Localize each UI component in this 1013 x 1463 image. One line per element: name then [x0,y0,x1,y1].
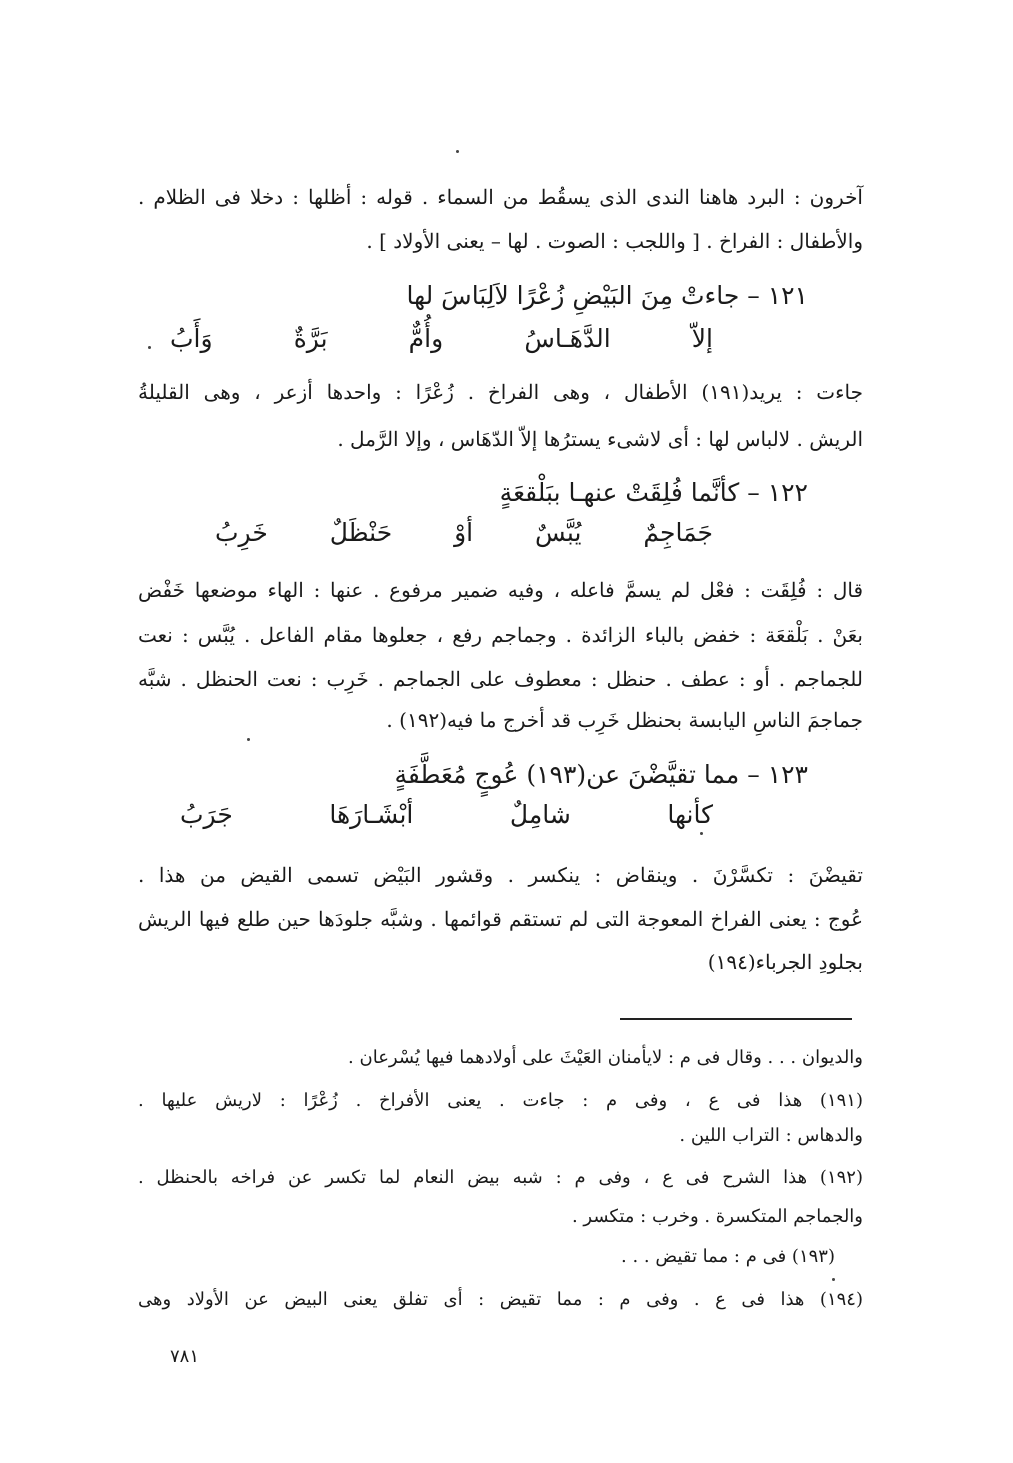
page-number: ٧٨١ [170,1346,200,1367]
scan-speck [700,832,703,835]
footnote-line: والدهاس : التراب اللين . [679,1125,863,1146]
verse-123-second-hemistich: كأنها شامِلٌ أبْشَـارَهَا جَرَبُ [180,800,713,829]
footnote-line: (١٩٤) هذا فى ع . وفى م : مما تقيض : أى تفلق يعنى البيض عن الأولاد وهى [138,1289,863,1310]
footnote-line: والديوان . . . وقال فى م : لايأمنان العَيْثَ على أولادهما فيها يُسْرعان . [348,1047,863,1068]
footnote-line: (١٩٣) فى م : مما تقيض . . . [621,1246,835,1267]
commentary-line: آخرون : البرد هاهنا الندى الذى يسقُط من السماء . قوله : أظلها : دخلا فى الظلام . [138,185,863,209]
commentary-line: تقيضْنَ : تكسَّرْنَ . وينقاض : ينكسر . وقشور البَيْض تسمى القيض من هذا . [138,863,863,887]
verse-122-second-hemistich: جَمَاجِمٌ يُبَّسٌ أوْ حَنْظَلٌ خَرِبُ [215,518,713,547]
verse-121-first-hemistich: ١٢١ – جاءتْ مِنَ البَيْضِ زُعْرًا لاَلِبَاسَ لها [406,281,808,310]
commentary-line: للجماجم . أو : عطف . حنظل : معطوف على الجماجم . خَرِب : نعت الحنظل . شبَّه [138,667,863,691]
commentary-line: قال : فُلِقَت : فعْل لم يسمَّ فاعله ، وفيه ضمير مرفوع . عنها : الهاء موضعها خَفْض [138,578,864,602]
footnote-separator [620,1018,852,1020]
scan-speck [148,346,151,349]
commentary-line: والأطفال : الفراخ . [ واللجب : الصوت . لها – يعنى الأولاد ] . [366,229,863,253]
scan-speck [832,1278,835,1281]
verse-122-first-hemistich: ١٢٢ – كأنَّما فُلِقَتْ عنهـا ببَلْقعَةٍ [499,478,808,507]
verse-121-second-hemistich: إلاّ الدَّهَـاسُ وأُمٌّ بَرَّةٌ وَأَبُ [170,324,713,353]
commentary-line: جاءت : يريد(١٩١) الأطفال ، وهى الفراخ . زُعْرًا : واحدها أزعر ، وهى القليلةُ [138,380,863,404]
scan-speck [456,150,459,153]
verse-123-first-hemistich: ١٢٣ – مما تقيَّضْنَ عن(١٩٣) عُوجٍ مُعَطَّفَةٍ [394,760,808,789]
footnote-line: (١٩٢) هذا الشرح فى ع ، وفى م : شبه بيض النعام لما تكسر عن فراخه بالحنظل . [138,1167,863,1188]
footnote-line: (١٩١) هذا فى ع ، وفى م : جاءت . يعنى الأفراخ . زُعْرًا : لاريش عليها . [138,1090,863,1111]
footnote-line: والجماجم المتكسرة . وخرب : متكسر . [571,1206,863,1227]
commentary-line: جماجمَ الناسِ اليابسة بحنظل خَرِب قد أخرج ما فيه(١٩٢) . [386,708,863,732]
scan-speck [247,738,250,741]
commentary-line: بعَنْ . بَلْقعَة : خفض بالباء الزائدة . وجماجم رفع ، جعلوها مقام الفاعل . يُبَّس : نعت [138,623,863,647]
commentary-line: بجلودِ الجرباء(١٩٤) [707,950,863,974]
commentary-line: عُوج : يعنى الفراخ المعوجة التى لم تستقم قوائمها . وشبَّه جلودَها حين طلع فيها الريش [138,907,863,931]
commentary-line: الريش . لالباس لها : أى لاشىء يسترُها إلاّ الدّهَاس ، وإلا الرَّمل . [337,427,863,451]
